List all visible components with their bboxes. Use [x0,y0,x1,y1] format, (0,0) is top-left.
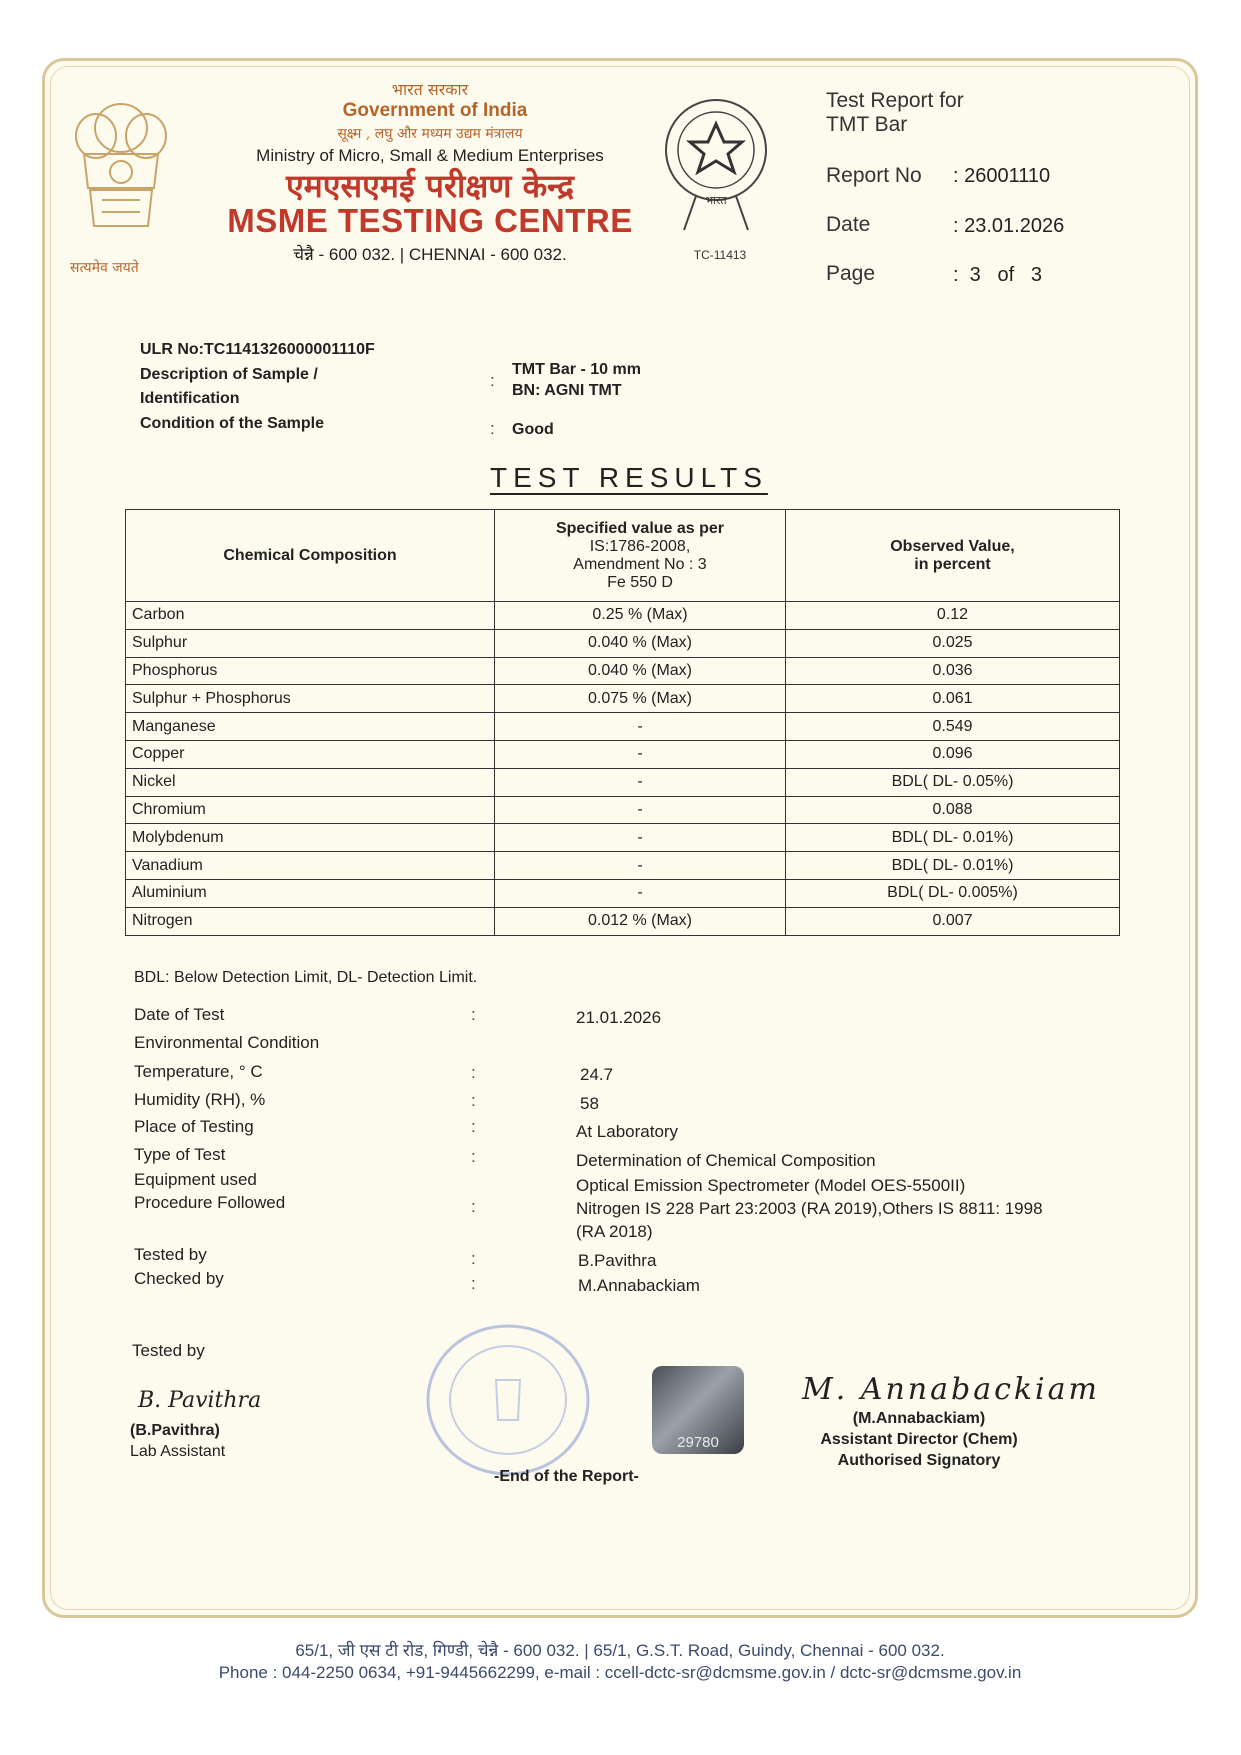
detail-value: At Laboratory [576,1122,679,1141]
observed-cell: 0.12 [786,602,1120,630]
spec-cell: - [495,796,786,824]
left-signatory-name: (B.Pavithra) [130,1422,220,1439]
table-row [126,879,1120,907]
report-title-line2: TMT Bar [826,113,908,136]
tested-by-heading: Tested by [132,1341,205,1360]
table-row [126,824,1120,852]
element-cell: Phosphorus [126,657,495,685]
detail-value: Determination of Chemical Composition [576,1151,876,1170]
element-cell: Vanadium [126,852,495,880]
detail-label: Equipment used [134,1170,257,1189]
detail-value: 21.01.2026 [576,1008,662,1027]
footer-address: 65/1, जी एस टी रोड, गिण्डी, चेन्नै - 600 032. | 65/1, G.S.T. Road, Guindy, Chennai - 600 032. [295,1641,945,1660]
table-row [126,685,1120,713]
detail-value: Nitrogen IS 228 Part 23:2003 (RA 2019),Others IS 8811: 1998 [576,1199,1043,1218]
observed-cell: 0.549 [786,713,1120,741]
report-page-label: Page [826,262,876,285]
element-cell: Sulphur + Phosphorus [126,685,495,713]
detail-colon: : [471,1005,476,1024]
spec-cell: - [495,879,786,907]
element-cell: Nitrogen [126,907,495,935]
footer-contact: Phone : 044-2250 0634, +91-9445662299, e-mail : ccell-dctc-sr@dcmsme.gov.in / dctc-sr@dcmsme.gov.in [218,1663,1022,1682]
detail-label: Checked by [134,1269,224,1288]
detail-label: Tested by [134,1245,207,1264]
table-row [126,657,1120,685]
header-hindi-govt: भारत सरकार [391,80,469,99]
detail-label: Procedure Followed [134,1193,286,1212]
results-table [125,509,1120,936]
results-heading: TEST RESULTS [490,462,768,493]
detail-value: M.Annabackiam [578,1276,700,1295]
condition-colon: : [490,419,495,438]
observed-cell: BDL( DL- 0.005%) [786,879,1120,907]
detail-value: B.Pavithra [578,1251,657,1270]
left-signature: B. Pavithra [138,1388,262,1413]
report-no-label: Report No [826,164,922,187]
detail-label: Date of Test [134,1005,225,1024]
detail-colon: : [471,1249,476,1268]
element-cell: Aluminium [126,879,495,907]
spec-cell: - [495,740,786,768]
header-spec-line: Fe 550 D [607,573,673,591]
accreditation-mark: भारत [705,194,727,207]
detail-colon: : [471,1117,476,1136]
spec-cell: - [495,852,786,880]
emblem-motto: सत्यमेव जयते [70,260,139,276]
condition-label: Condition of the Sample [140,415,324,432]
spec-cell: 0.040 % (Max) [495,657,786,685]
detail-colon: : [471,1063,476,1082]
detail-label: Type of Test [134,1145,226,1164]
header-obs-line: in percent [914,555,991,573]
right-signatory-name: (M.Annabackiam) [852,1410,986,1427]
end-of-report: -End of the Report- [494,1468,639,1485]
detail-value: (RA 2018) [576,1222,653,1241]
header-ministry: Ministry of Micro, Small & Medium Enterprises [256,146,604,165]
condition-value: Good [512,421,554,438]
table-row [126,907,1120,935]
detail-label: Temperature, ° C [134,1062,263,1081]
report-date-value: : 23.01.2026 [953,215,1065,237]
element-cell: Nickel [126,768,495,796]
spec-cell: 0.012 % (Max) [495,907,786,935]
right-signatory-role: Assistant Director (Chem) [820,1431,1018,1448]
detail-label: Humidity (RH), % [134,1090,266,1109]
observed-cell: 0.061 [786,685,1120,713]
header-observed-value [786,510,1120,602]
detail-colon: : [471,1147,476,1166]
left-signatory-role: Lab Assistant [130,1443,226,1460]
spec-cell: 0.25 % (Max) [495,602,786,630]
detail-label: Place of Testing [134,1117,254,1136]
report-page-value: : 3 of 3 [953,264,1042,286]
header-spec-line: Amendment No : 3 [573,555,707,573]
table-row [126,713,1120,741]
element-cell: Chromium [126,796,495,824]
header-govt: Government of India [342,100,528,121]
table-header-row [126,510,1120,602]
observed-cell: 0.096 [786,740,1120,768]
detail-value: 24.7 [580,1065,614,1084]
detail-value: 58 [580,1094,599,1113]
element-cell: Sulphur [126,629,495,657]
right-signatory-authority: Authorised Signatory [837,1452,1001,1469]
description-value-1: TMT Bar - 10 mm [512,361,641,378]
office-stamp-icon [420,1320,596,1480]
description-label-2: Identification [140,390,240,407]
observed-cell: BDL( DL- 0.01%) [786,824,1120,852]
table-row [126,796,1120,824]
description-label-1: Description of Sample / [140,366,318,383]
hologram-number: 29780 [677,1434,719,1451]
header-spec-line: Specified value as per [555,519,725,537]
detail-value: Optical Emission Spectrometer (Model OES-5500II) [576,1176,966,1195]
header-chemical-composition: Chemical Composition [126,510,495,602]
ulr-number: ULR No:TC1141326000001110F [140,341,375,358]
description-value-2: BN: AGNI TMT [512,382,622,399]
header-specified-value [495,510,786,602]
table-row [126,629,1120,657]
spec-cell: - [495,713,786,741]
table-row [126,740,1120,768]
observed-cell: 0.025 [786,629,1120,657]
header-spec-line: IS:1786-2008, [589,537,691,555]
observed-cell: 0.088 [786,796,1120,824]
description-colon: : [490,371,495,390]
spec-cell: 0.075 % (Max) [495,685,786,713]
accreditation-number: TC-11413 [693,248,747,262]
accreditation-seal-icon [660,92,772,242]
element-cell: Carbon [126,602,495,630]
observed-cell: BDL( DL- 0.05%) [786,768,1120,796]
report-date-label: Date [826,213,871,236]
spec-cell: - [495,824,786,852]
observed-cell: BDL( DL- 0.01%) [786,852,1120,880]
spec-cell: 0.040 % (Max) [495,629,786,657]
table-row [126,602,1120,630]
detail-label: Environmental Condition [134,1033,320,1052]
header-obs-line: Observed Value, [890,537,1015,555]
report-title-line1: Test Report for [826,89,964,112]
header-centre: MSME TESTING CENTRE [227,202,633,239]
detail-colon: : [471,1274,476,1293]
header-hindi-ministry: सूक्ष्म , लघु और मध्यम उद्यम मंत्रालय [337,126,523,142]
right-signature: M. Annabackiam [802,1372,1100,1407]
element-cell: Manganese [126,713,495,741]
report-no-value: : 26001110 [953,165,1051,187]
header-hindi-centre: एमएसएमई परीक्षण केन्द्र [285,167,575,205]
detail-colon: : [471,1091,476,1110]
table-row [126,768,1120,796]
element-cell: Copper [126,740,495,768]
spec-cell: - [495,768,786,796]
observed-cell: 0.007 [786,907,1120,935]
bdl-note: BDL: Below Detection Limit, DL- Detection Limit. [134,969,478,986]
element-cell: Molybdenum [126,824,495,852]
detail-colon: : [471,1197,476,1216]
header-address: चेन्नै - 600 032. | CHENNAI - 600 032. [293,245,567,264]
observed-cell: 0.036 [786,657,1120,685]
table-row [126,852,1120,880]
national-emblem-icon [62,88,180,248]
